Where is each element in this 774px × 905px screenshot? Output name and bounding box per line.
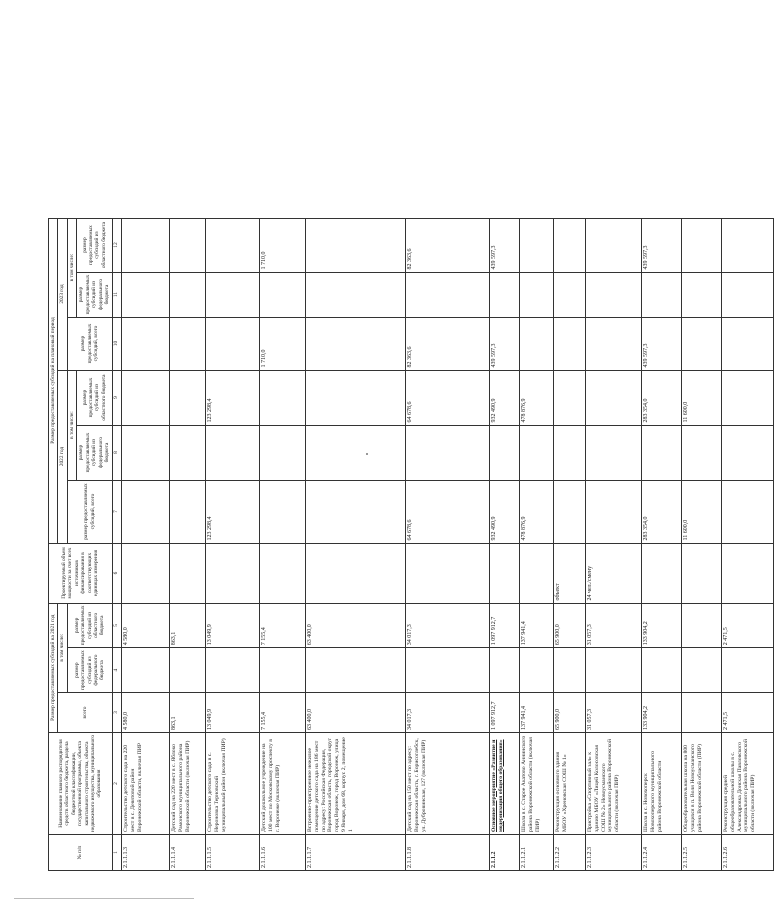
- subsidy-2021-fed: [553, 648, 585, 693]
- table-row: [121, 218, 169, 870]
- subsidy-2022-fed: [553, 425, 585, 480]
- row-number: 2.1.1.1.7: [305, 835, 405, 871]
- subsidy-2021-total: 65 900,0: [553, 693, 585, 733]
- row-name: Строительство детского сада на 220 мест в с. Девятовой район Воронежской области, включая ПИР: [121, 733, 169, 835]
- row-number: 2.1.1.2.2: [553, 835, 585, 871]
- subsidy-2021-total: 13 049,9: [205, 693, 259, 733]
- column-index: 10: [112, 317, 121, 370]
- subsidy-2023-obl: 439 597,3: [489, 218, 519, 272]
- subsidy-2021-fed: [205, 648, 259, 693]
- column-index: 7: [112, 480, 121, 543]
- column-index: 8: [112, 425, 121, 480]
- table-row: [305, 218, 405, 870]
- column-index: 2: [112, 733, 121, 835]
- row-number: 2.1.1.1.8: [405, 835, 489, 871]
- subsidy-2021-obl: 34 017,3: [405, 603, 489, 648]
- subsidy-2023-obl: [519, 218, 553, 272]
- subsidy-2022-obl: 932 490,9: [489, 370, 519, 425]
- subsidy-2021-obl: 13 049,9: [205, 603, 259, 648]
- subsidy-2021-fed: [681, 648, 721, 693]
- subsidy-2023-fed: [519, 272, 553, 317]
- table-row: [641, 218, 681, 870]
- table-row: [585, 218, 641, 870]
- subsidy-2022-obl: [553, 370, 585, 425]
- subsidy-2021-fed: [259, 648, 305, 693]
- row-number: 2.1.1.2.4: [641, 835, 681, 871]
- header-2023-obl: размер предоставляемых субсидий из областного бюджета: [77, 218, 112, 272]
- subsidy-2022-obl: 283 354,0: [641, 370, 681, 425]
- subsidy-2021-obl: 863,1: [169, 603, 205, 648]
- subsidy-2023-fed: [121, 272, 169, 317]
- row-number: 2.1.1.2.1: [519, 835, 553, 871]
- subsidy-2022-fed: [405, 425, 489, 480]
- subsidy-2022-fed: [489, 425, 519, 480]
- subsidy-2022-total: [121, 480, 169, 543]
- header-2023: 2023 год: [58, 218, 67, 370]
- table-row: [205, 218, 259, 870]
- table-row: [553, 218, 585, 870]
- subsidy-2021-total: 63 400,0: [305, 693, 405, 733]
- subsidy-2021-fed: [519, 648, 553, 693]
- capacity: 24 чел./смену: [585, 543, 641, 603]
- subsidy-2023-obl: [169, 218, 205, 272]
- capacity: объект: [553, 543, 585, 603]
- row-name: Реконструкция средней общеобразовательной школы в с. Александровка Донская Павловского муниципального района Воронежской области (включая ПИР): [721, 733, 773, 835]
- column-index: 1: [112, 835, 121, 871]
- scan-speck: [366, 453, 368, 455]
- subsidy-2021-fed: [585, 648, 641, 693]
- capacity: [305, 543, 405, 603]
- header-2023-including: в том числе:: [67, 218, 76, 317]
- table-row: [259, 218, 305, 870]
- row-name: Строительство детского сада в с. Нероновка Терновский муниципальный район (включая ПИР): [205, 733, 259, 835]
- subsidy-2023-total: 439 597,3: [489, 317, 519, 370]
- subsidy-2022-obl: [721, 370, 773, 425]
- subsidy-2023-fed: [585, 272, 641, 317]
- subsidy-2021-obl: 7 155,4: [259, 603, 305, 648]
- row-name: Детский сад на 220 мест в с. Яблоко Рамонского муниципального района Воронежской области (включая ПИР): [169, 733, 205, 835]
- row-number: 2.1.1.1.3: [121, 835, 169, 871]
- subsidy-2022-obl: [259, 370, 305, 425]
- subsidy-2021-total: 2 471,5: [721, 693, 773, 733]
- subsidy-2022-obl: [121, 370, 169, 425]
- header-2021-fed: размер предоставляемых субсидий из федерального бюджета: [67, 648, 112, 693]
- subsidy-2021-obl: 31 057,3: [585, 603, 641, 648]
- column-index-row: [112, 218, 121, 870]
- capacity: [205, 543, 259, 603]
- subsidy-2022-total: [553, 480, 585, 543]
- column-index: 3: [112, 693, 121, 733]
- table-row: [169, 218, 205, 870]
- subsidy-2023-total: [721, 317, 773, 370]
- header-capacity: Проектируемый объем мощности за счет всех источников финансирования в соответствующих единицах измерения: [49, 543, 113, 603]
- subsidy-2022-obl: [305, 370, 405, 425]
- column-index: 11: [112, 272, 121, 317]
- column-index: 6: [112, 543, 121, 603]
- subsidy-2023-obl: [585, 218, 641, 272]
- subsidy-2022-fed: [121, 425, 169, 480]
- subsidy-2023-total: 1 710,0: [259, 317, 305, 370]
- row-number: 2.1.1.1.4: [169, 835, 205, 871]
- subsidy-2021-total: 34 017,3: [405, 693, 489, 733]
- capacity: [489, 543, 519, 603]
- subsidy-2021-total: [681, 693, 721, 733]
- subsidy-2023-total: 439 597,3: [641, 317, 681, 370]
- capacity: [405, 543, 489, 603]
- subsidy-2022-fed: [169, 425, 205, 480]
- subsidy-2021-obl: 63 400,0: [305, 603, 405, 648]
- subsidy-2023-total: [305, 317, 405, 370]
- row-name: Детский сад на 150 мест по адресу: Воронежская область, г. Борисоглебск, ул. Дубровинская, 127 (включая ПИР): [405, 733, 489, 835]
- subsidy-2023-obl: [721, 218, 773, 272]
- subsidy-2022-obl: 478 876,9: [519, 370, 553, 425]
- row-number: 2.1.1.2.5: [681, 835, 721, 871]
- capacity: [169, 543, 205, 603]
- header-2021-total: всего: [58, 693, 112, 733]
- subsidy-2022-total: [585, 480, 641, 543]
- subsidy-2023-fed: [205, 272, 259, 317]
- subsidy-2022-obl: 123 298,4: [205, 370, 259, 425]
- row-number: 2.1.1.1.6: [259, 835, 305, 871]
- subsidy-2022-total: 64 678,6: [405, 480, 489, 543]
- subsidy-2021-fed: [721, 648, 773, 693]
- row-name: Школа в с. Старое Акатово Аннинского района Воронежской области (включая ПИР): [519, 733, 553, 835]
- subsidy-2023-fed: [721, 272, 773, 317]
- subsidy-2022-obl: 64 678,6: [405, 370, 489, 425]
- column-index: 4: [112, 648, 121, 693]
- subsidy-2022-total: 123 298,4: [205, 480, 259, 543]
- row-number: 2.1.1.1.5: [205, 835, 259, 871]
- subsidy-2023-obl: [305, 218, 405, 272]
- subsidy-2022-total: 932 490,9: [489, 480, 519, 543]
- capacity: [519, 543, 553, 603]
- subsidy-2021-obl: 4 580,0: [121, 603, 169, 648]
- subsidy-2023-fed: [259, 272, 305, 317]
- subsidy-2023-obl: 82 363,6: [405, 218, 489, 272]
- header-2022-including: в том числе:: [67, 370, 76, 480]
- column-index: 12: [112, 218, 121, 272]
- scan-edge-line: [14, 898, 194, 899]
- subsidy-2023-obl: 1 710,0: [259, 218, 305, 272]
- row-name: Общеобразовательная школа на 800 учащихся в п. Воля Новоусманского района Воронежской области (ПИР): [681, 733, 721, 835]
- row-name: Детский дошкольное учреждение на 100 мест по Московскому проспекту в г. Воронеже (включая ПИР): [259, 733, 305, 835]
- subsidy-2023-obl: [205, 218, 259, 272]
- subsidy-2021-total: 137 941,4: [519, 693, 553, 733]
- subsidy-2023-fed: [169, 272, 205, 317]
- subsidy-2021-total: 4 580,0: [121, 693, 169, 733]
- subsidy-2021-fed: [641, 648, 681, 693]
- header-2022-fed: размер предоставляемых субсидий из федерального бюджета: [77, 425, 112, 480]
- subsidy-2021-obl: [681, 603, 721, 648]
- subsidy-2023-total: [585, 317, 641, 370]
- header-2021: Размер предоставляемых субсидий на 2021 год: [49, 603, 58, 732]
- row-name: Пристройка «Спортивный зал» к зданию МБОУ «Лицей Колосовская СОШ № 2» Новоусманского муниципального района Воронежской области (включая ПИР): [585, 733, 641, 835]
- header-2023-total: размер предоставляемых субсидий, всего: [67, 317, 112, 370]
- subsidy-2021-total: 133 904,2: [641, 693, 681, 733]
- header-2022-total: размер предоставляемых субсидий, всего: [67, 480, 112, 543]
- subsidy-2021-obl: 65 900,0: [553, 603, 585, 648]
- subsidy-2021-total: 31 057,3: [585, 693, 641, 733]
- header-plan: Размер предоставляемых субсидий на плановый период: [49, 218, 58, 543]
- subsidy-2022-total: [259, 480, 305, 543]
- header-2023-fed: размер предоставляемых субсидий из федерального бюджета: [77, 272, 112, 317]
- row-number: 2.1.1.2.3: [585, 835, 641, 871]
- subsidy-2023-total: [169, 317, 205, 370]
- header-2022-obl: размер предоставляемых субсидий из областного бюджета: [77, 370, 112, 425]
- table-row: [519, 218, 553, 870]
- subsidy-2023-total: 82 363,6: [405, 317, 489, 370]
- subsidy-2023-total: [681, 317, 721, 370]
- header-2021-obl: размер предоставляемых субсидий из областного бюджета: [67, 603, 112, 648]
- subsidy-2023-fed: [641, 272, 681, 317]
- subsidy-2021-fed: [121, 648, 169, 693]
- subsidy-2021-obl: 2 471,5: [721, 603, 773, 648]
- subsidy-table: [48, 218, 774, 871]
- subsidy-2022-fed: [585, 425, 641, 480]
- subsidy-2023-total: [519, 317, 553, 370]
- table-row: [721, 218, 773, 870]
- row-name: Школа в с. Новохоперск Новохоперского муниципального района Воронежской области: [641, 733, 681, 835]
- capacity: [681, 543, 721, 603]
- subsidy-2023-fed: [405, 272, 489, 317]
- subsidy-2022-total: 283 354,0: [641, 480, 681, 543]
- subsidy-2023-obl: [553, 218, 585, 272]
- row-number: 2.1.1.2: [489, 835, 519, 871]
- header-2022: 2022 год: [58, 370, 67, 543]
- subsidy-2021-obl: 133 904,2: [641, 603, 681, 648]
- subsidy-2022-fed: [205, 425, 259, 480]
- capacity: [259, 543, 305, 603]
- subsidy-2022-fed: [305, 425, 405, 480]
- subsidy-2021-total: 863,1: [169, 693, 205, 733]
- subsidy-2022-fed: [259, 425, 305, 480]
- subsidy-2022-fed: [641, 425, 681, 480]
- subsidy-2022-total: 478 876,9: [519, 480, 553, 543]
- table-row: [681, 218, 721, 870]
- subsidy-2022-obl: 11 600,0: [681, 370, 721, 425]
- subsidy-2021-obl: 1 097 912,7: [489, 603, 519, 648]
- capacity: [121, 543, 169, 603]
- table-row: [405, 218, 489, 870]
- subsidy-2022-fed: [721, 425, 773, 480]
- row-name: Реконструкция основного здания МБОУ «Хреновская СОШ № 1»: [553, 733, 585, 835]
- table-row: [489, 218, 519, 870]
- subsidy-2022-total: 11 600,0: [681, 480, 721, 543]
- subsidy-2022-total: [169, 480, 205, 543]
- subsidy-2021-fed: [489, 648, 519, 693]
- subsidy-2022-total: [721, 480, 773, 543]
- subsidy-2021-total: 1 097 912,7: [489, 693, 519, 733]
- subsidy-2023-obl: 439 597,3: [641, 218, 681, 272]
- subsidy-2021-fed: [305, 648, 405, 693]
- subsidy-2021-fed: [169, 648, 205, 693]
- subsidy-2022-obl: [585, 370, 641, 425]
- subsidy-2023-fed: [681, 272, 721, 317]
- header-2021-including: в том числе:: [58, 603, 67, 692]
- subsidy-2023-fed: [553, 272, 585, 317]
- subsidy-2023-total: [553, 317, 585, 370]
- column-index: 9: [112, 370, 121, 425]
- row-number: 2.1.1.2.6: [721, 835, 773, 871]
- subsidy-2021-obl: 137 941,4: [519, 603, 553, 648]
- row-name: Встроенно-пристроенное нежилое помещение детского сада на 186 мест по адресу: Российская Федерация, Воронежская область, городской округ город Воронеж, город Воронеж, улица 9 Января, дом 68, корпус 2, помещение 1: [305, 733, 405, 835]
- subsidy-2021-total: 7 155,4: [259, 693, 305, 733]
- capacity: [641, 543, 681, 603]
- subsidy-2023-obl: [121, 218, 169, 272]
- capacity: [721, 543, 773, 603]
- subsidy-2022-fed: [681, 425, 721, 480]
- subsidy-2022-fed: [519, 425, 553, 480]
- subsidy-2022-total: [305, 480, 405, 543]
- subsidy-2021-fed: [405, 648, 489, 693]
- subsidy-2023-total: [121, 317, 169, 370]
- subsidy-2023-fed: [489, 272, 519, 317]
- subsidy-2023-obl: [681, 218, 721, 272]
- subsidy-2023-total: [205, 317, 259, 370]
- subsidy-2022-obl: [169, 370, 205, 425]
- header-num: № п/п: [49, 835, 113, 871]
- column-index: 5: [112, 603, 121, 648]
- subsidy-2023-fed: [305, 272, 405, 317]
- row-name: Основное мероприятие «Развитие и модернизация общего образования»: [489, 733, 519, 835]
- header-name: Наименование главного распорядителя средств областного бюджета, раздела бюджетной классификации, государственной программы, объекта капитального строительства, объекта недвижимого имущества, муниципального образования: [49, 733, 113, 835]
